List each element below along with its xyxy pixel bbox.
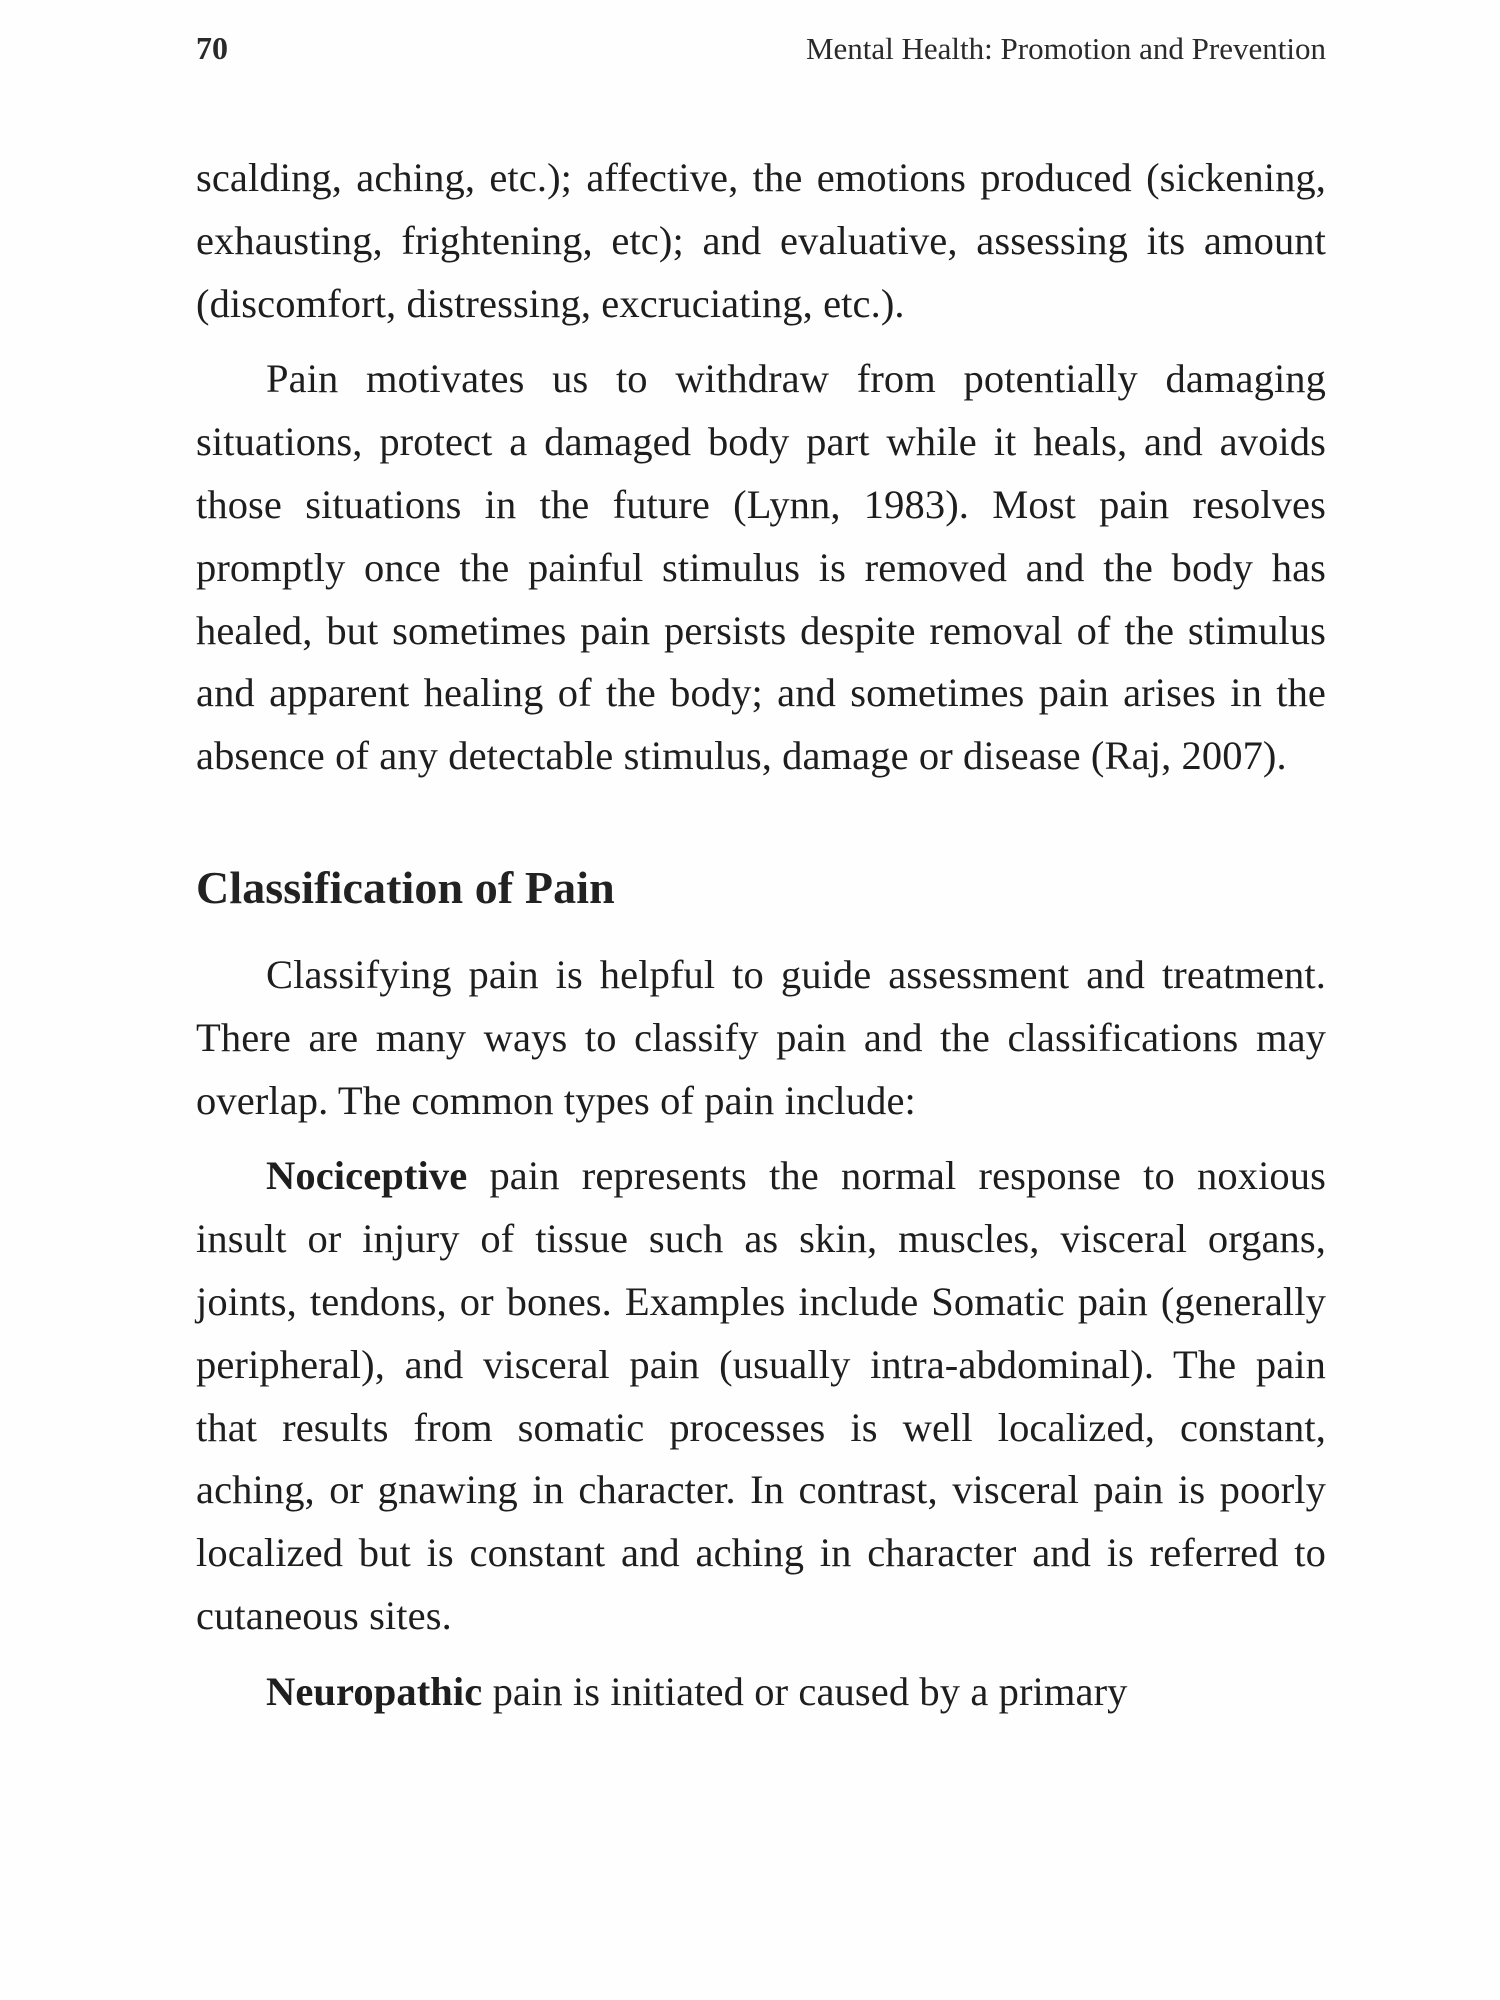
body-text [196,147,1326,1724]
paragraph-neuropathic [196,1661,1326,1724]
term-nociceptive: Nociceptive [266,1153,468,1199]
section-heading: Classification of Pain [196,861,615,913]
paragraph-classifying: Classifying pain is helpful to guide assessment and treatment. There are many ways to classify pain and the classifications may overlap. The common types of pain include: [196,951,1326,1123]
paragraph-continued: scalding, aching, etc.); affective, the emotions produced (sickening, exhausting, frightening, etc); and evaluative, assessing its amount (discomfort, distressing, excruciating, etc.). [196,155,1326,326]
running-title: Mental Health: Promotion and Prevention [805,31,1326,66]
term-neuropathic: Neuropathic [266,1668,483,1714]
paragraph-nociceptive [196,1145,1326,1647]
running-header [196,30,1326,74]
paragraph-pain-motivates: Pain motivates us to withdraw from potentially damaging situations, protect a damaged body part while it heals, and avoids those situations in the future (Lynn, 1983). Most pain resolves promptly once the painful stimulus is removed and the body has healed, but sometimes pain persists despite removal of the stimulus and apparent healing of the body; and sometimes pain arises in the absence of any detectable stimulus, damage or disease (Raj, 2007). [196,356,1326,779]
neuropathic-description: pain is initiated or caused by a primary [482,1668,1128,1714]
nociceptive-description: pain represents the normal response to noxious insult or injury of tissue such as skin, muscles, visceral organs, joints, tendons, or bones. Examples include Somatic pain (generally peripheral), and visceral pain (usually intra-abdominal). The pain that results from somatic processes is well localized, constant, aching, or gnawing in character. In contrast, visceral pain is poorly localized but is constant and aching in character and is referred to cutaneous sites. [196,1153,1326,1638]
page-number: 70 [196,30,228,66]
